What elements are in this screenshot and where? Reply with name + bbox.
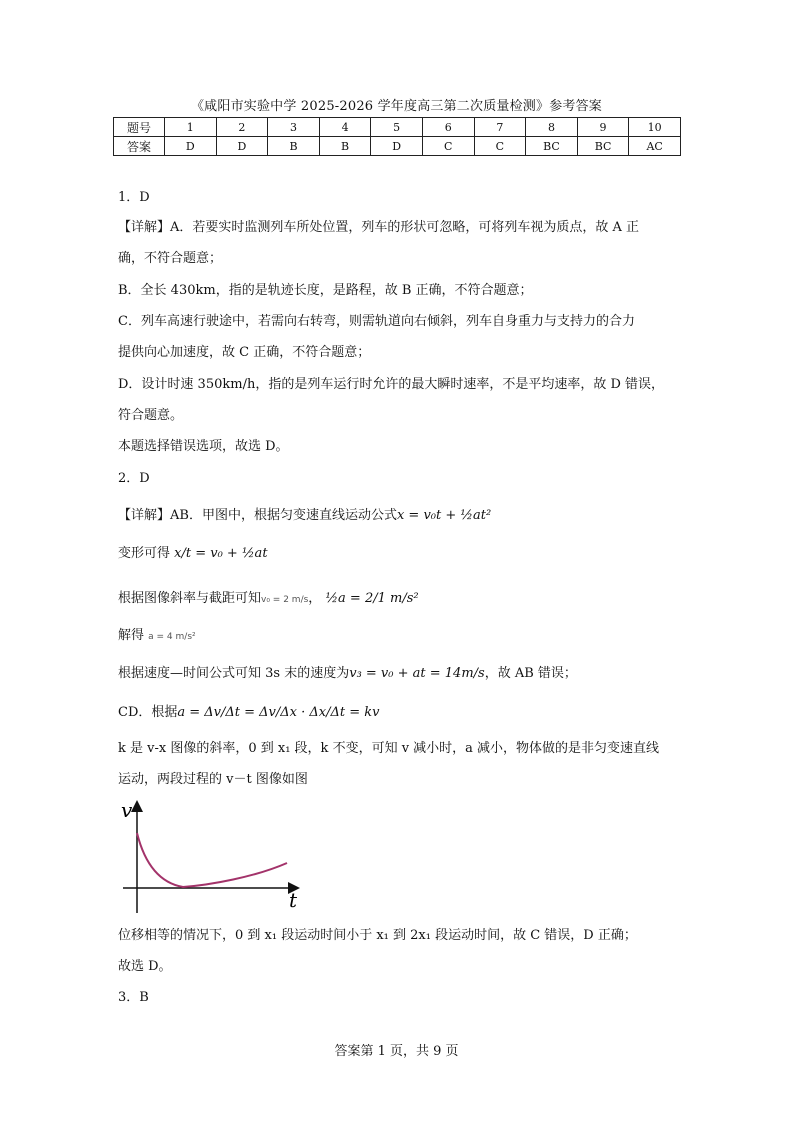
q2-text: 根据速度—时间公式可知 3s 末的速度为 [118, 666, 350, 681]
t-axis-label: t [289, 888, 298, 912]
q2-text: 变形可得 [118, 546, 171, 561]
table-cell: D [165, 137, 217, 156]
table-cell: 4 [319, 118, 371, 137]
q2-line: 位移相等的情况下，0 到 x₁ 段运动时间小于 x₁ 到 2x₁ 段运动时间，故 C 错误，D 正确； [118, 928, 637, 943]
q2-line: 根据图像斜率与截距可知v₀ = 2 m/s， ½a = 2/1 m/s² [118, 591, 419, 606]
v-t-curve [137, 833, 287, 887]
q2-line [118, 626, 196, 647]
table-cell: D [216, 137, 268, 156]
formula: x/t = v₀ + ½at [174, 546, 268, 561]
table-cell: B [268, 137, 320, 156]
formula: v₀ = 2 m/s [261, 595, 309, 605]
table-cell: AC [629, 137, 681, 156]
q1-line: B．全长 430km，指的是轨迹长度，是路程，故 B 正确，不符合题意； [118, 283, 533, 298]
formula: ½a = 2/1 m/s² [325, 591, 419, 606]
q2-line [118, 544, 268, 564]
q1-line: 【详解】A．若要实时监测列车所处位置，列车的形状可忽略，可将列车视为质点，故 A 正 [118, 220, 640, 235]
q1-line: 符合题意。 [118, 408, 184, 423]
table-row-label: 题号 [114, 118, 165, 137]
document-title: 《咸阳市实验中学 2025-2026 学年度高三第二次质量检测》参考答案 [190, 99, 603, 114]
q2-line [118, 664, 577, 684]
q2-text: 【详解】AB．甲图中，根据匀变速直线运动公式 [118, 508, 397, 523]
q2-line: k 是 v-x 图像的斜率，0 到 x₁ 段，k 不变，可知 v 减小时，a 减小，物体做的是非匀变速直线 [118, 741, 660, 756]
q3-heading: 3．B [118, 990, 149, 1005]
table-cell: C [422, 137, 474, 156]
q1-heading: 1．D [118, 190, 150, 205]
q2-line [118, 506, 491, 526]
table-cell: 10 [629, 118, 681, 137]
page-footer: 答案第 1 页，共 9 页 [334, 1044, 459, 1059]
table-cell: 8 [526, 118, 578, 137]
q2-text: 根据图像斜率与截距可知 [118, 591, 262, 606]
table-cell: 9 [577, 118, 629, 137]
table-cell: 6 [422, 118, 474, 137]
formula: a = 4 m/s² [148, 632, 196, 642]
formula: a = Δv/Δt = Δv/Δx · Δx/Δt = kv [177, 705, 380, 720]
q2-line: 故选 D。 [118, 959, 172, 974]
formula: v₃ = v₀ + at = 14m/s [349, 666, 485, 681]
table-cell: BC [526, 137, 578, 156]
table-cell: 2 [216, 118, 268, 137]
v-t-graph [115, 795, 305, 913]
table-cell: BC [577, 137, 629, 156]
q2-line [118, 703, 379, 723]
table-row [114, 137, 681, 156]
q2-text: CD．根据 [118, 705, 178, 720]
q1-line: 确，不符合题意； [118, 251, 223, 266]
table-row-label: 答案 [114, 137, 165, 156]
v-axis-label: v [121, 798, 133, 822]
table-row [114, 118, 681, 137]
table-cell: 3 [268, 118, 320, 137]
q1-line: 本题选择错误选项，故选 D。 [118, 439, 289, 454]
q2-line: 运动，两段过程的 v－t 图像如图 [118, 772, 308, 787]
answer-table [113, 117, 681, 156]
formula: x = v₀t + ½at² [396, 508, 492, 523]
q2-heading: 2．D [118, 471, 150, 486]
table-cell: 5 [371, 118, 423, 137]
table-cell: 7 [474, 118, 526, 137]
table-cell: B [319, 137, 371, 156]
table-cell: C [474, 137, 526, 156]
q2-text: ，故 AB 错误； [484, 666, 577, 681]
table-cell: D [371, 137, 423, 156]
table-cell: 1 [165, 118, 217, 137]
q1-line: C．列车高速行驶途中，若需向右转弯，则需轨道向右倾斜，列车自身重力与支持力的合力 [118, 314, 635, 329]
q1-line: 提供向心加速度，故 C 正确，不符合题意； [118, 345, 371, 360]
q2-text: 解得 [118, 628, 145, 643]
q1-line: D．设计时速 350km/h，指的是列车运行时允许的最大瞬时速率，不是平均速率，故 D 错误， [118, 377, 665, 392]
